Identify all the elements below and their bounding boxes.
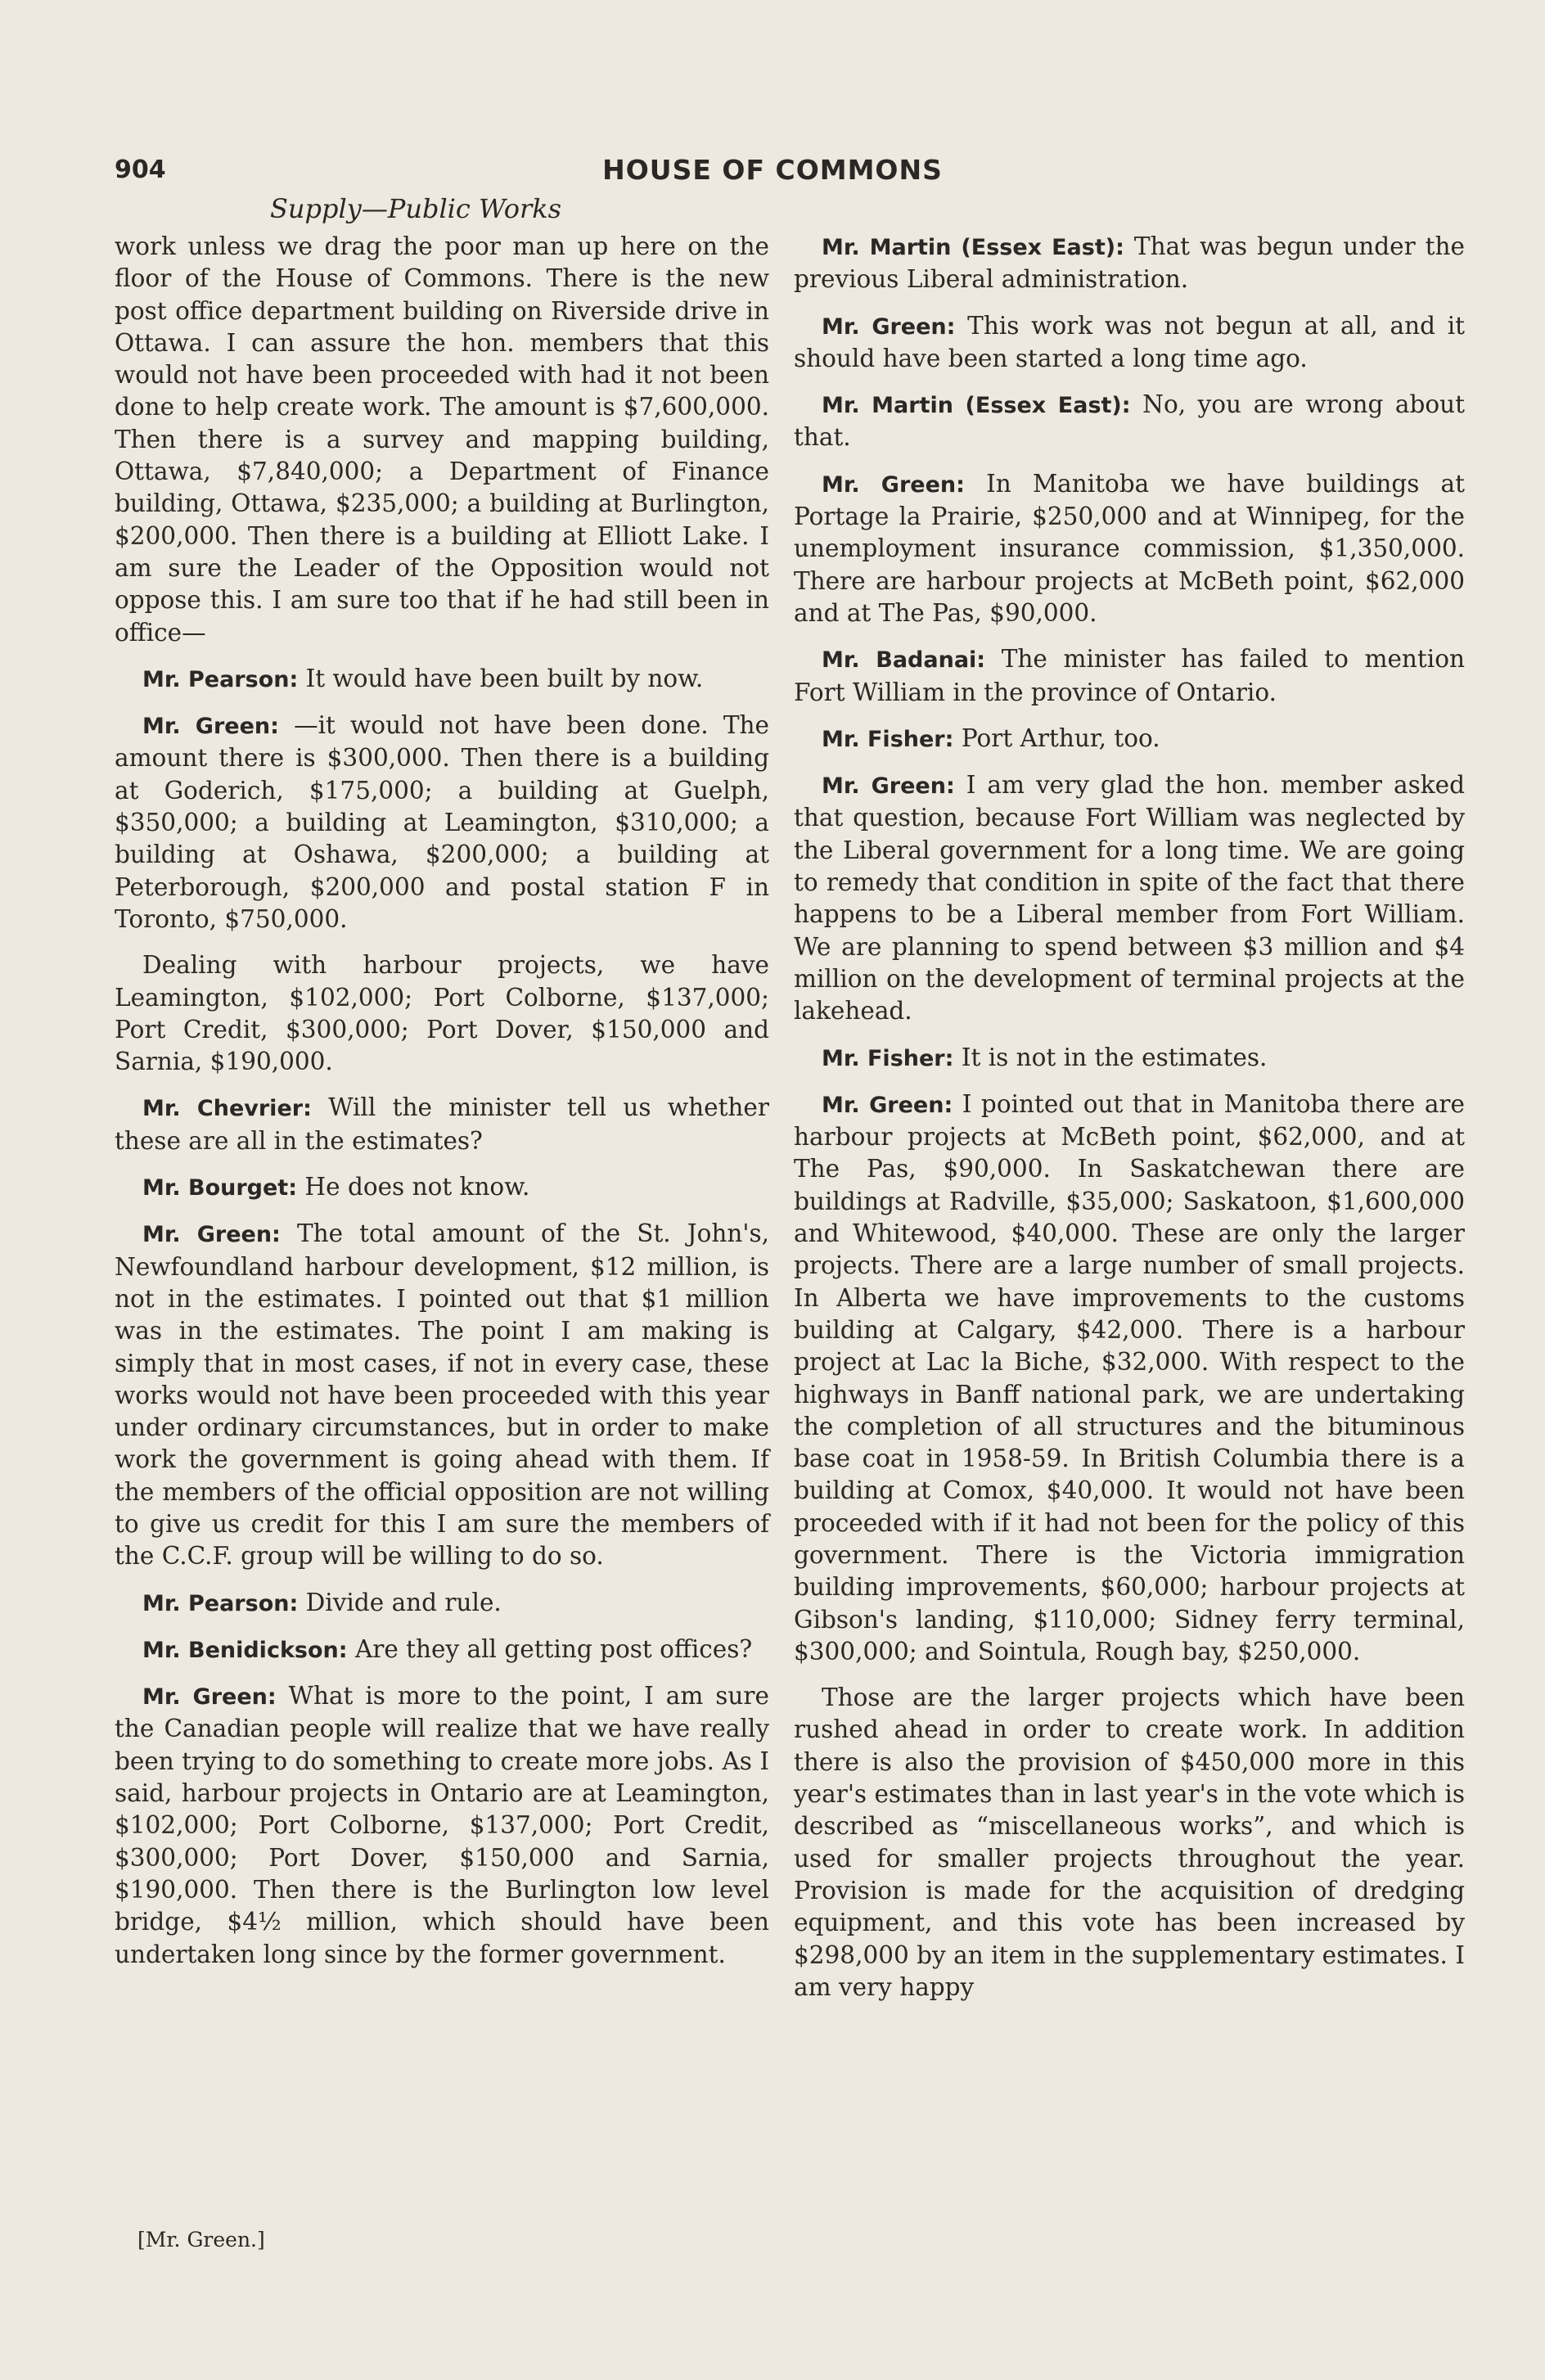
paragraph-text: It would have been built by now.	[305, 664, 704, 692]
speaker-name: Mr. Pearson:	[142, 1590, 299, 1616]
speaker-name: Mr. Fisher:	[822, 726, 954, 752]
left-column	[115, 231, 769, 1985]
running-head: HOUSE OF COMMONS	[602, 154, 943, 186]
paragraph-text: No, you are wrong about that.	[794, 390, 1465, 452]
speaker-name: Mr. Badanai:	[822, 647, 986, 674]
speaker-name: Mr. Green:	[822, 773, 955, 800]
paragraph	[115, 1092, 769, 1157]
paragraph	[115, 1680, 769, 1971]
paragraph-text: work unless we drag the poor man up here on the floor of the House of Commons. There is the new post office department building on Riverside drive in Ottawa. I can assure the hon. members that this would not have been proceeded with had it not been done to help create work. The amount is $7,600,000. Then there is a survey and mapping building, Ottawa, $7,840,000; a Department of Finance building, Ottawa, $235,000; a building at Burlington, $200,000. Then there is a building at Elliott Lake. I am sure the Leader of the Opposition would not oppose this. I am sure too that if he had still been in office—	[115, 232, 769, 647]
paragraph	[794, 643, 1465, 709]
paragraph	[794, 468, 1465, 629]
paragraph	[115, 1634, 769, 1666]
paragraph-text: —it would not have been done. The amount there is $300,000. Then there is a building at Goderich, $175,000; a building at Guelph, $350,000; a building at Leamington, $310,000; a building at Oshawa, $200,000; a building at Peterborough, $200,000 and postal station F in Toronto, $750,000.	[115, 711, 769, 933]
right-column	[794, 231, 1465, 2017]
paragraph-text: Divide and rule.	[305, 1588, 502, 1616]
paragraph-text: What is more to the point, I am sure the Canadian people will realize that we have really been trying to do something to create more jobs. As I said, harbour projects in Ontario are at Leamington, $102,000; Port Colborne, $137,000; Port Credit, $300,000; Port Dover, $150,000 and Sarnia, $190,000. Then there is the Burlington low level bridge, $4½ million, which should have been undertaken long since by the former government.	[115, 1682, 769, 1968]
paragraph-text: The minister has failed to mention Fort William in the province of Ontario.	[794, 645, 1465, 706]
paragraph	[794, 723, 1465, 755]
paragraph-text: Port Arthur, too.	[961, 723, 1160, 752]
speaker-name: Mr. Green:	[822, 1092, 953, 1118]
paragraph	[115, 663, 769, 696]
paragraph	[115, 1171, 769, 1204]
paragraph-text: Dealing with harbour projects, we have Leamington, $102,000; Port Colborne, $137,000; Port Credit, $300,000; Port Dover, $150,000 and Sarnia, $190,000.	[115, 951, 769, 1076]
paragraph	[115, 710, 769, 935]
paragraph	[794, 1089, 1465, 1668]
paragraph	[115, 231, 769, 649]
speaker-name: Mr. Green:	[822, 471, 965, 498]
page-number: 904	[115, 156, 166, 184]
speaker-name: Mr. Green:	[142, 714, 279, 740]
paragraph	[115, 1218, 769, 1572]
paragraph-text: Those are the larger projects which have been rushed ahead in order to create work. In addition there is also the provision of $450,000 more in this year's estimates than in last year's in the vote which is described as “miscellaneous works”, and which is used for smaller projects throughout the year. Provision is made for the acquisition of dredging equipment, and this vote has been increased by $298,000 by an item in the supplementary estimates. I am very happy	[794, 1684, 1465, 2001]
speaker-name: Mr. Martin (Essex East):	[822, 235, 1124, 260]
paragraph-text: It is not in the estimates.	[961, 1043, 1268, 1071]
speaker-name: Mr. Green:	[822, 313, 956, 340]
paragraph	[794, 231, 1465, 296]
paragraph	[794, 1682, 1465, 2004]
paragraph	[794, 389, 1465, 454]
speaker-name: Mr. Green:	[142, 1222, 281, 1248]
footer-speaker-tag: [Mr. Green.]	[137, 2228, 265, 2252]
speaker-name: Mr. Fisher:	[822, 1045, 954, 1071]
paragraph-text: Are they all getting post offices?	[354, 1634, 753, 1663]
paragraph	[794, 769, 1465, 1027]
paragraph	[115, 1587, 769, 1620]
paragraph	[794, 310, 1465, 376]
paragraph	[115, 949, 769, 1078]
paragraph-text: The total amount of the St. John's, Newfoundland harbour development, $12 million, is not in the estimates. I pointed out that $1 million was in the estimates. The point I am making is simply that in most cases, if not in every case, these works would not have been proceeded with this year under ordinary circumstances, but in order to make work the government is going ahead with them. If the members of the official opposition are not willing to give us credit for this I am sure the members of the C.C.F. group will be willing to do so.	[115, 1219, 769, 1571]
section-heading: Supply—Public Works	[270, 193, 562, 224]
paragraph-text: I am very glad the hon. member asked that question, because Fort William was neglected by the Liberal government for a long time. We are going to remedy that condition in spite of the fact that there happens to be a Liberal member from Fort William. We are planning to spend between $3 million and $4 million on the development of terminal projects at the lakehead.	[794, 771, 1465, 1025]
speaker-name: Mr. Green:	[142, 1684, 277, 1711]
paragraph-text: That was begun under the previous Liberal administration.	[794, 232, 1465, 294]
speaker-name: Mr. Bourget:	[142, 1175, 297, 1201]
paragraph-text: I pointed out that in Manitoba there are harbour projects at McBeth point, $62,000, and at The Pas, $90,000. In Saskatchewan there are buildings at Radville, $35,000; Saskatoon, $1,600,000 and Whitewood, $40,000. These are only the larger projects. There are a large number of small projects. In Alberta we have improvements to the customs building at Calgary, $42,000. There is a harbour project at Lac la Biche, $32,000. With respect to the highways in Banff national park, we are undertaking the completion of all structures and the bituminous base coat in 1958-59. In British Columbia there is a building at Comox, $40,000. It would not have been proceeded with if it had not been for the policy of this government. There is the Victoria immigration building improvements, $60,000; harbour projects at Gibson's landing, $110,000; Sidney ferry terminal, $300,000; and Sointula, Rough bay, $250,000.	[794, 1089, 1465, 1666]
speaker-name: Mr. Benidickson:	[142, 1637, 348, 1663]
speaker-name: Mr. Martin (Essex East):	[822, 393, 1131, 419]
paragraph-text: In Manitoba we have buildings at Portage la Prairie, $250,000 and at Winnipeg, for the unemployment insurance commission, $1,350,000. There are harbour projects at McBeth point, $62,000 and at The Pas, $90,000.	[794, 469, 1465, 627]
speaker-name: Mr. Pearson:	[142, 666, 299, 692]
paragraph-text: He does not know.	[304, 1173, 530, 1201]
paragraph-text: This work was not begun at all, and it should have been started a long time ago.	[794, 311, 1465, 372]
paragraph	[794, 1042, 1465, 1075]
speaker-name: Mr. Chevrier:	[142, 1096, 312, 1122]
paragraph-text: Will the minister tell us whether these are all in the estimates?	[115, 1093, 769, 1155]
